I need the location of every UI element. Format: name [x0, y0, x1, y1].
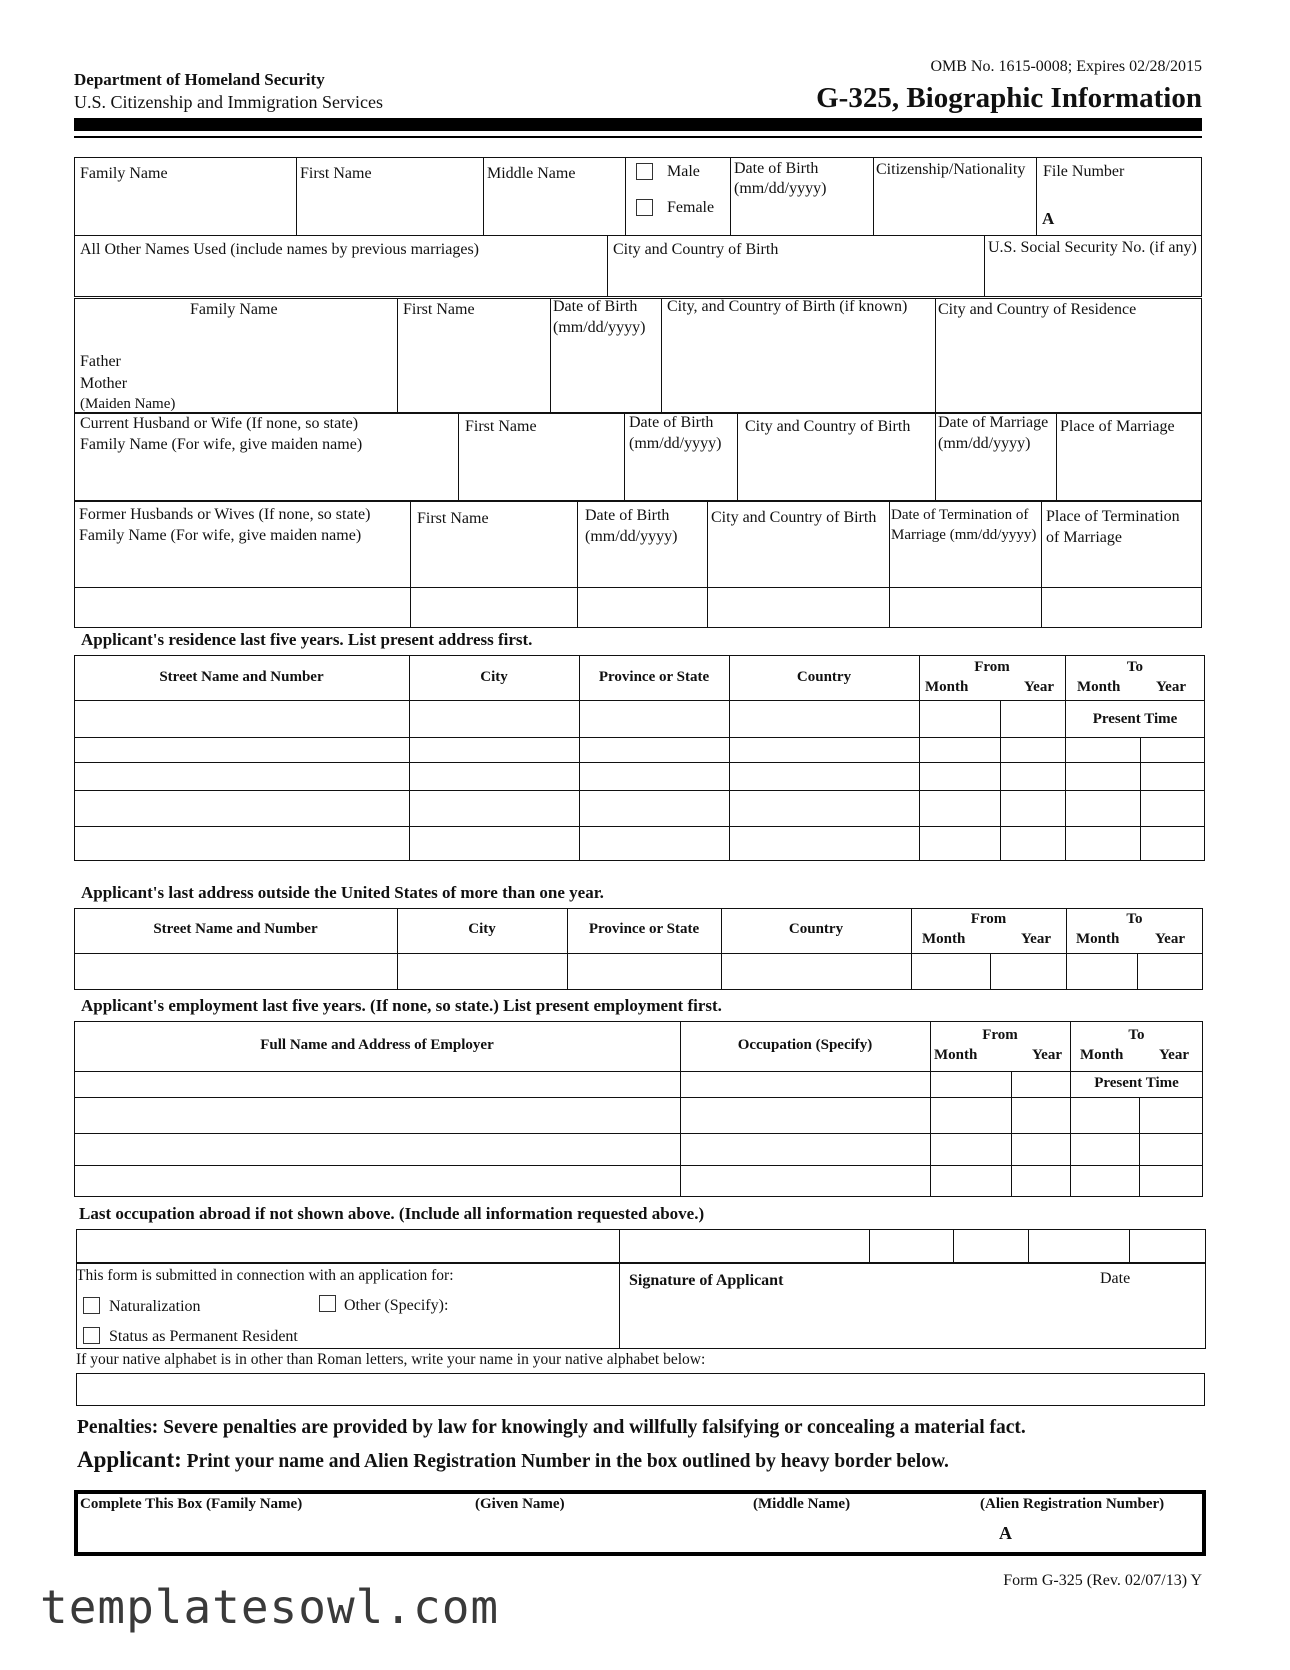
- permanent-resident-checkbox[interactable]: [83, 1327, 100, 1344]
- divider: [1056, 413, 1057, 501]
- dob-field[interactable]: [732, 200, 871, 233]
- divider: [1036, 157, 1037, 235]
- abroad-province-header: Province or State: [588, 921, 700, 937]
- divider: [1140, 737, 1141, 861]
- divider: [619, 1263, 620, 1349]
- form-revision: Form G-325 (Rev. 02/07/13) Y: [1003, 1572, 1202, 1589]
- applicant-instruction-lead: Applicant:: [77, 1447, 182, 1472]
- parents-first-name-field[interactable]: [399, 330, 548, 411]
- ssn-label: U.S. Social Security No. (if any): [988, 239, 1197, 256]
- termination-date-label-1: Date of Termination of: [891, 507, 1029, 523]
- divider: [1137, 953, 1138, 990]
- former-row2-family-field[interactable]: [76, 589, 408, 626]
- res-present-time: Present Time: [1092, 711, 1178, 727]
- file-number-label: File Number: [1043, 163, 1125, 180]
- complete-a-prefix: A: [999, 1523, 1012, 1543]
- emp-to-month: Month: [1080, 1047, 1124, 1063]
- res-city-header: City: [480, 669, 508, 685]
- citizenship-field[interactable]: [875, 186, 1034, 233]
- complete-family-field[interactable]: [80, 1515, 460, 1551]
- spouse-label-1: Current Husband or Wife (If none, so state): [80, 415, 359, 432]
- emp-to-year: Year: [1159, 1047, 1189, 1063]
- divider: [1129, 1229, 1130, 1263]
- divider: [74, 826, 1205, 827]
- form-title: G-325, Biographic Information: [816, 82, 1202, 114]
- divider: [1000, 700, 1001, 861]
- first-name-label: First Name: [300, 165, 372, 182]
- res-province-header: Province or State: [598, 669, 710, 685]
- complete-given-field[interactable]: [470, 1515, 740, 1551]
- spouse-birth-place-label: City and Country of Birth: [745, 418, 911, 435]
- former-row2-dob-field[interactable]: [579, 589, 705, 626]
- omb-number: OMB No. 1615-0008; Expires 02/28/2015: [930, 58, 1202, 75]
- divider: [397, 298, 398, 413]
- divider: [919, 655, 920, 861]
- res-country-header: Country: [796, 669, 852, 685]
- spouse-label-2: Family Name (For wife, give maiden name): [80, 436, 363, 453]
- former-row2-birth-field[interactable]: [709, 589, 887, 626]
- middle-name-label: Middle Name: [487, 165, 576, 182]
- employer-header: Full Name and Address of Employer: [260, 1037, 494, 1053]
- termination-place-label-2: of Marriage: [1046, 529, 1122, 546]
- divider: [990, 953, 991, 990]
- former-row2-termplace-field[interactable]: [1043, 589, 1200, 626]
- divider: [1139, 1097, 1140, 1197]
- dept-name: Department of Homeland Security: [74, 70, 325, 89]
- divider: [869, 1229, 870, 1263]
- header-rule-thick: [74, 118, 1202, 131]
- former-spouse-label-2: Family Name (For wife, give maiden name): [79, 527, 362, 544]
- divider: [296, 157, 297, 235]
- abroad-to-header: To: [1126, 911, 1143, 927]
- termination-date-label-2: Marriage (mm/dd/yyyy): [891, 527, 1037, 543]
- divider: [607, 235, 608, 297]
- spouse-dob-field[interactable]: [626, 458, 735, 499]
- female-label: Female: [667, 199, 715, 216]
- female-checkbox[interactable]: [636, 199, 653, 216]
- divider: [410, 501, 411, 628]
- submission-label: This form is submitted in connection with an application for:: [76, 1267, 454, 1284]
- last-occupation-title: Last occupation abroad if not shown above. (Include all information requested above.): [79, 1204, 705, 1223]
- complete-alien-label: (Alien Registration Number): [980, 1496, 1165, 1512]
- marriage-place-label: Place of Marriage: [1060, 418, 1175, 435]
- divider: [74, 1165, 1203, 1166]
- file-number-prefix: A: [1042, 209, 1055, 228]
- former-dob-format: (mm/dd/yyyy): [585, 528, 678, 545]
- divider: [730, 157, 731, 235]
- complete-middle-field[interactable]: [748, 1515, 968, 1551]
- applicant-instruction-text: Print your name and Alien Registration Number in the box outlined by heavy border below.: [181, 1451, 949, 1472]
- divider: [624, 413, 625, 501]
- abroad-to-year: Year: [1155, 931, 1185, 947]
- spouse-dob-format: (mm/dd/yyyy): [629, 435, 722, 452]
- parents-residence-label: City and Country of Residence: [938, 301, 1137, 318]
- marriage-place-field[interactable]: [1058, 440, 1200, 499]
- divider: [74, 737, 1205, 738]
- res-to-month: Month: [1077, 679, 1121, 695]
- abroad-from-year: Year: [1021, 931, 1051, 947]
- parents-first-name-label: First Name: [403, 301, 475, 318]
- divider: [889, 501, 890, 628]
- residence-section-title: Applicant's residence last five years. List present address first.: [81, 630, 533, 649]
- emp-from-header: From: [982, 1027, 1018, 1043]
- permanent-resident-label: Status as Permanent Resident: [109, 1328, 298, 1345]
- divider: [74, 953, 1203, 954]
- divider: [74, 235, 1202, 236]
- divider: [935, 413, 936, 501]
- abroad-province-field[interactable]: [569, 955, 719, 988]
- marriage-date-field[interactable]: [937, 458, 1054, 499]
- divider: [935, 298, 936, 413]
- other-label: Other (Specify):: [344, 1297, 449, 1314]
- dob-format: (mm/dd/yyyy): [734, 180, 827, 197]
- agency-name: U.S. Citizenship and Immigration Services: [74, 92, 383, 112]
- spouse-first-name-field[interactable]: [460, 440, 622, 499]
- date-label: Date: [1100, 1270, 1131, 1287]
- other-checkbox[interactable]: [319, 1295, 336, 1312]
- divider: [74, 700, 1205, 701]
- divider: [1041, 501, 1042, 628]
- dob-label: Date of Birth: [734, 160, 819, 177]
- res-row3-street-field[interactable]: [76, 764, 407, 788]
- divider: [930, 1021, 931, 1197]
- divider: [984, 235, 985, 297]
- employment-section-title: Applicant's employment last five years. (If none, so state.) List present employment first.: [81, 996, 722, 1015]
- divider: [1011, 1071, 1012, 1197]
- marriage-date-format: (mm/dd/yyyy): [938, 435, 1031, 452]
- abroad-from-header: From: [970, 911, 1007, 927]
- former-first-name-label: First Name: [417, 510, 489, 527]
- divider: [74, 1133, 1203, 1134]
- res-to-year: Year: [1156, 679, 1186, 695]
- res-row2-street-field[interactable]: [76, 739, 407, 760]
- last-occupation-employer-field[interactable]: [78, 1231, 617, 1261]
- marriage-date-label: Date of Marriage: [938, 414, 1049, 431]
- divider: [1028, 1229, 1029, 1263]
- former-spouse-label-1: Former Husbands or Wives (If none, so state): [79, 506, 371, 523]
- former-row1-family-field[interactable]: [76, 550, 408, 585]
- abroad-city-field[interactable]: [399, 955, 565, 988]
- divider: [707, 501, 708, 628]
- divider: [74, 587, 1202, 588]
- header-rule-thin: [74, 136, 1202, 138]
- mother-label: Mother: [80, 375, 128, 392]
- applicant-instruction: [77, 1447, 949, 1473]
- divider: [74, 1071, 1203, 1072]
- abroad-section-title: Applicant's last address outside the United States of more than one year.: [81, 883, 604, 902]
- divider: [74, 762, 1205, 763]
- spouse-birth-place-field[interactable]: [739, 440, 933, 499]
- emp-from-month: Month: [934, 1047, 978, 1063]
- spouse-dob-label: Date of Birth: [629, 414, 714, 431]
- divider: [1070, 1021, 1071, 1197]
- divider: [1065, 655, 1066, 861]
- emp-row3-employer-field[interactable]: [76, 1135, 678, 1163]
- naturalization-label: Naturalization: [109, 1298, 201, 1315]
- complete-middle-label: (Middle Name): [753, 1496, 851, 1512]
- parents-residence-field[interactable]: [937, 330, 1200, 411]
- father-label: Father: [80, 353, 121, 370]
- emp-to-header: To: [1128, 1027, 1145, 1043]
- abroad-street-header: Street Name and Number: [153, 921, 318, 937]
- parents-family-name-label: Family Name: [190, 301, 278, 318]
- res-to-header: To: [1126, 659, 1144, 675]
- divider: [619, 1229, 620, 1263]
- res-from-month: Month: [925, 679, 969, 695]
- parents-birth-place-label: City, and Country of Birth (if known): [667, 298, 908, 315]
- birth-place-field[interactable]: [609, 262, 982, 295]
- former-row2-first-field[interactable]: [412, 589, 575, 626]
- res-row4-street-field[interactable]: [76, 792, 407, 824]
- other-names-field[interactable]: [76, 262, 605, 295]
- divider: [74, 790, 1205, 791]
- emp-present-time: Present Time: [1094, 1075, 1179, 1091]
- citizenship-label: Citizenship/Nationality: [876, 161, 1026, 178]
- res-from-year: Year: [1024, 679, 1054, 695]
- spouse-first-name-label: First Name: [465, 418, 537, 435]
- complete-family-label: Complete This Box (Family Name): [80, 1496, 303, 1512]
- first-name-field[interactable]: [298, 186, 481, 233]
- divider: [625, 157, 626, 235]
- divider: [483, 157, 484, 235]
- divider: [953, 1229, 954, 1263]
- signature-label: Signature of Applicant: [629, 1272, 784, 1289]
- birth-place-label: City and Country of Birth: [613, 241, 779, 258]
- termination-place-label-1: Place of Termination: [1046, 508, 1180, 525]
- divider: [458, 413, 459, 501]
- res-row1-street-field[interactable]: [76, 702, 407, 735]
- divider: [577, 501, 578, 628]
- parents-birth-place-field[interactable]: [663, 330, 933, 411]
- emp-row2-employer-field[interactable]: [76, 1099, 678, 1131]
- middle-name-field[interactable]: [485, 186, 623, 233]
- spouse-family-name-field[interactable]: [76, 458, 456, 499]
- res-from-header: From: [974, 659, 1010, 675]
- divider: [737, 413, 738, 501]
- occupation-header: Occupation (Specify): [737, 1037, 873, 1053]
- family-name-label: Family Name: [80, 165, 168, 182]
- res-street-header: Street Name and Number: [159, 669, 324, 685]
- signature-field[interactable]: [621, 1292, 1081, 1347]
- parents-dob-format: (mm/dd/yyyy): [553, 319, 646, 336]
- divider: [74, 1097, 1203, 1098]
- naturalization-checkbox[interactable]: [83, 1297, 100, 1314]
- penalties-text: Penalties: Severe penalties are provided by law for knowingly and willfully falsifying or concealing a material fact.: [77, 1417, 1026, 1438]
- parents-dob-field[interactable]: [552, 340, 659, 411]
- last-occupation-occupation-field[interactable]: [621, 1231, 867, 1261]
- divider: [550, 298, 551, 413]
- watermark: templatesowl.com: [40, 1580, 500, 1634]
- male-label: Male: [667, 163, 700, 180]
- divider: [661, 298, 662, 413]
- abroad-to-month: Month: [1076, 931, 1120, 947]
- former-birth-place-label: City and Country of Birth: [711, 509, 877, 526]
- divider: [873, 157, 874, 235]
- emp-row1-employer-field[interactable]: [76, 1073, 678, 1095]
- abroad-country-field[interactable]: [723, 955, 909, 988]
- abroad-street-field[interactable]: [76, 955, 395, 988]
- male-checkbox[interactable]: [636, 163, 653, 180]
- maiden-name-label: (Maiden Name): [80, 396, 176, 412]
- ssn-field[interactable]: [986, 262, 1200, 295]
- abroad-from-month: Month: [922, 931, 966, 947]
- res-row5-street-field[interactable]: [76, 828, 407, 859]
- former-dob-label: Date of Birth: [585, 507, 670, 524]
- abroad-country-header: Country: [788, 921, 844, 937]
- native-alphabet-field[interactable]: [76, 1373, 1205, 1406]
- emp-row4-employer-field[interactable]: [76, 1167, 678, 1195]
- parents-dob-label: Date of Birth: [553, 298, 638, 315]
- complete-alien-field[interactable]: [1020, 1515, 1200, 1551]
- native-alphabet-label: If your native alphabet is in other than Roman letters, write your name in your native alphabet below:: [76, 1351, 706, 1368]
- file-number-field[interactable]: [1056, 200, 1200, 233]
- complete-given-label: (Given Name): [475, 1496, 565, 1512]
- abroad-city-header: City: [468, 921, 496, 937]
- other-names-label: All Other Names Used (include names by previous marriages): [80, 241, 479, 258]
- former-row2-termdate-field[interactable]: [891, 589, 1039, 626]
- family-name-field[interactable]: [76, 186, 294, 233]
- date-field[interactable]: [1085, 1292, 1204, 1347]
- emp-from-year: Year: [1032, 1047, 1062, 1063]
